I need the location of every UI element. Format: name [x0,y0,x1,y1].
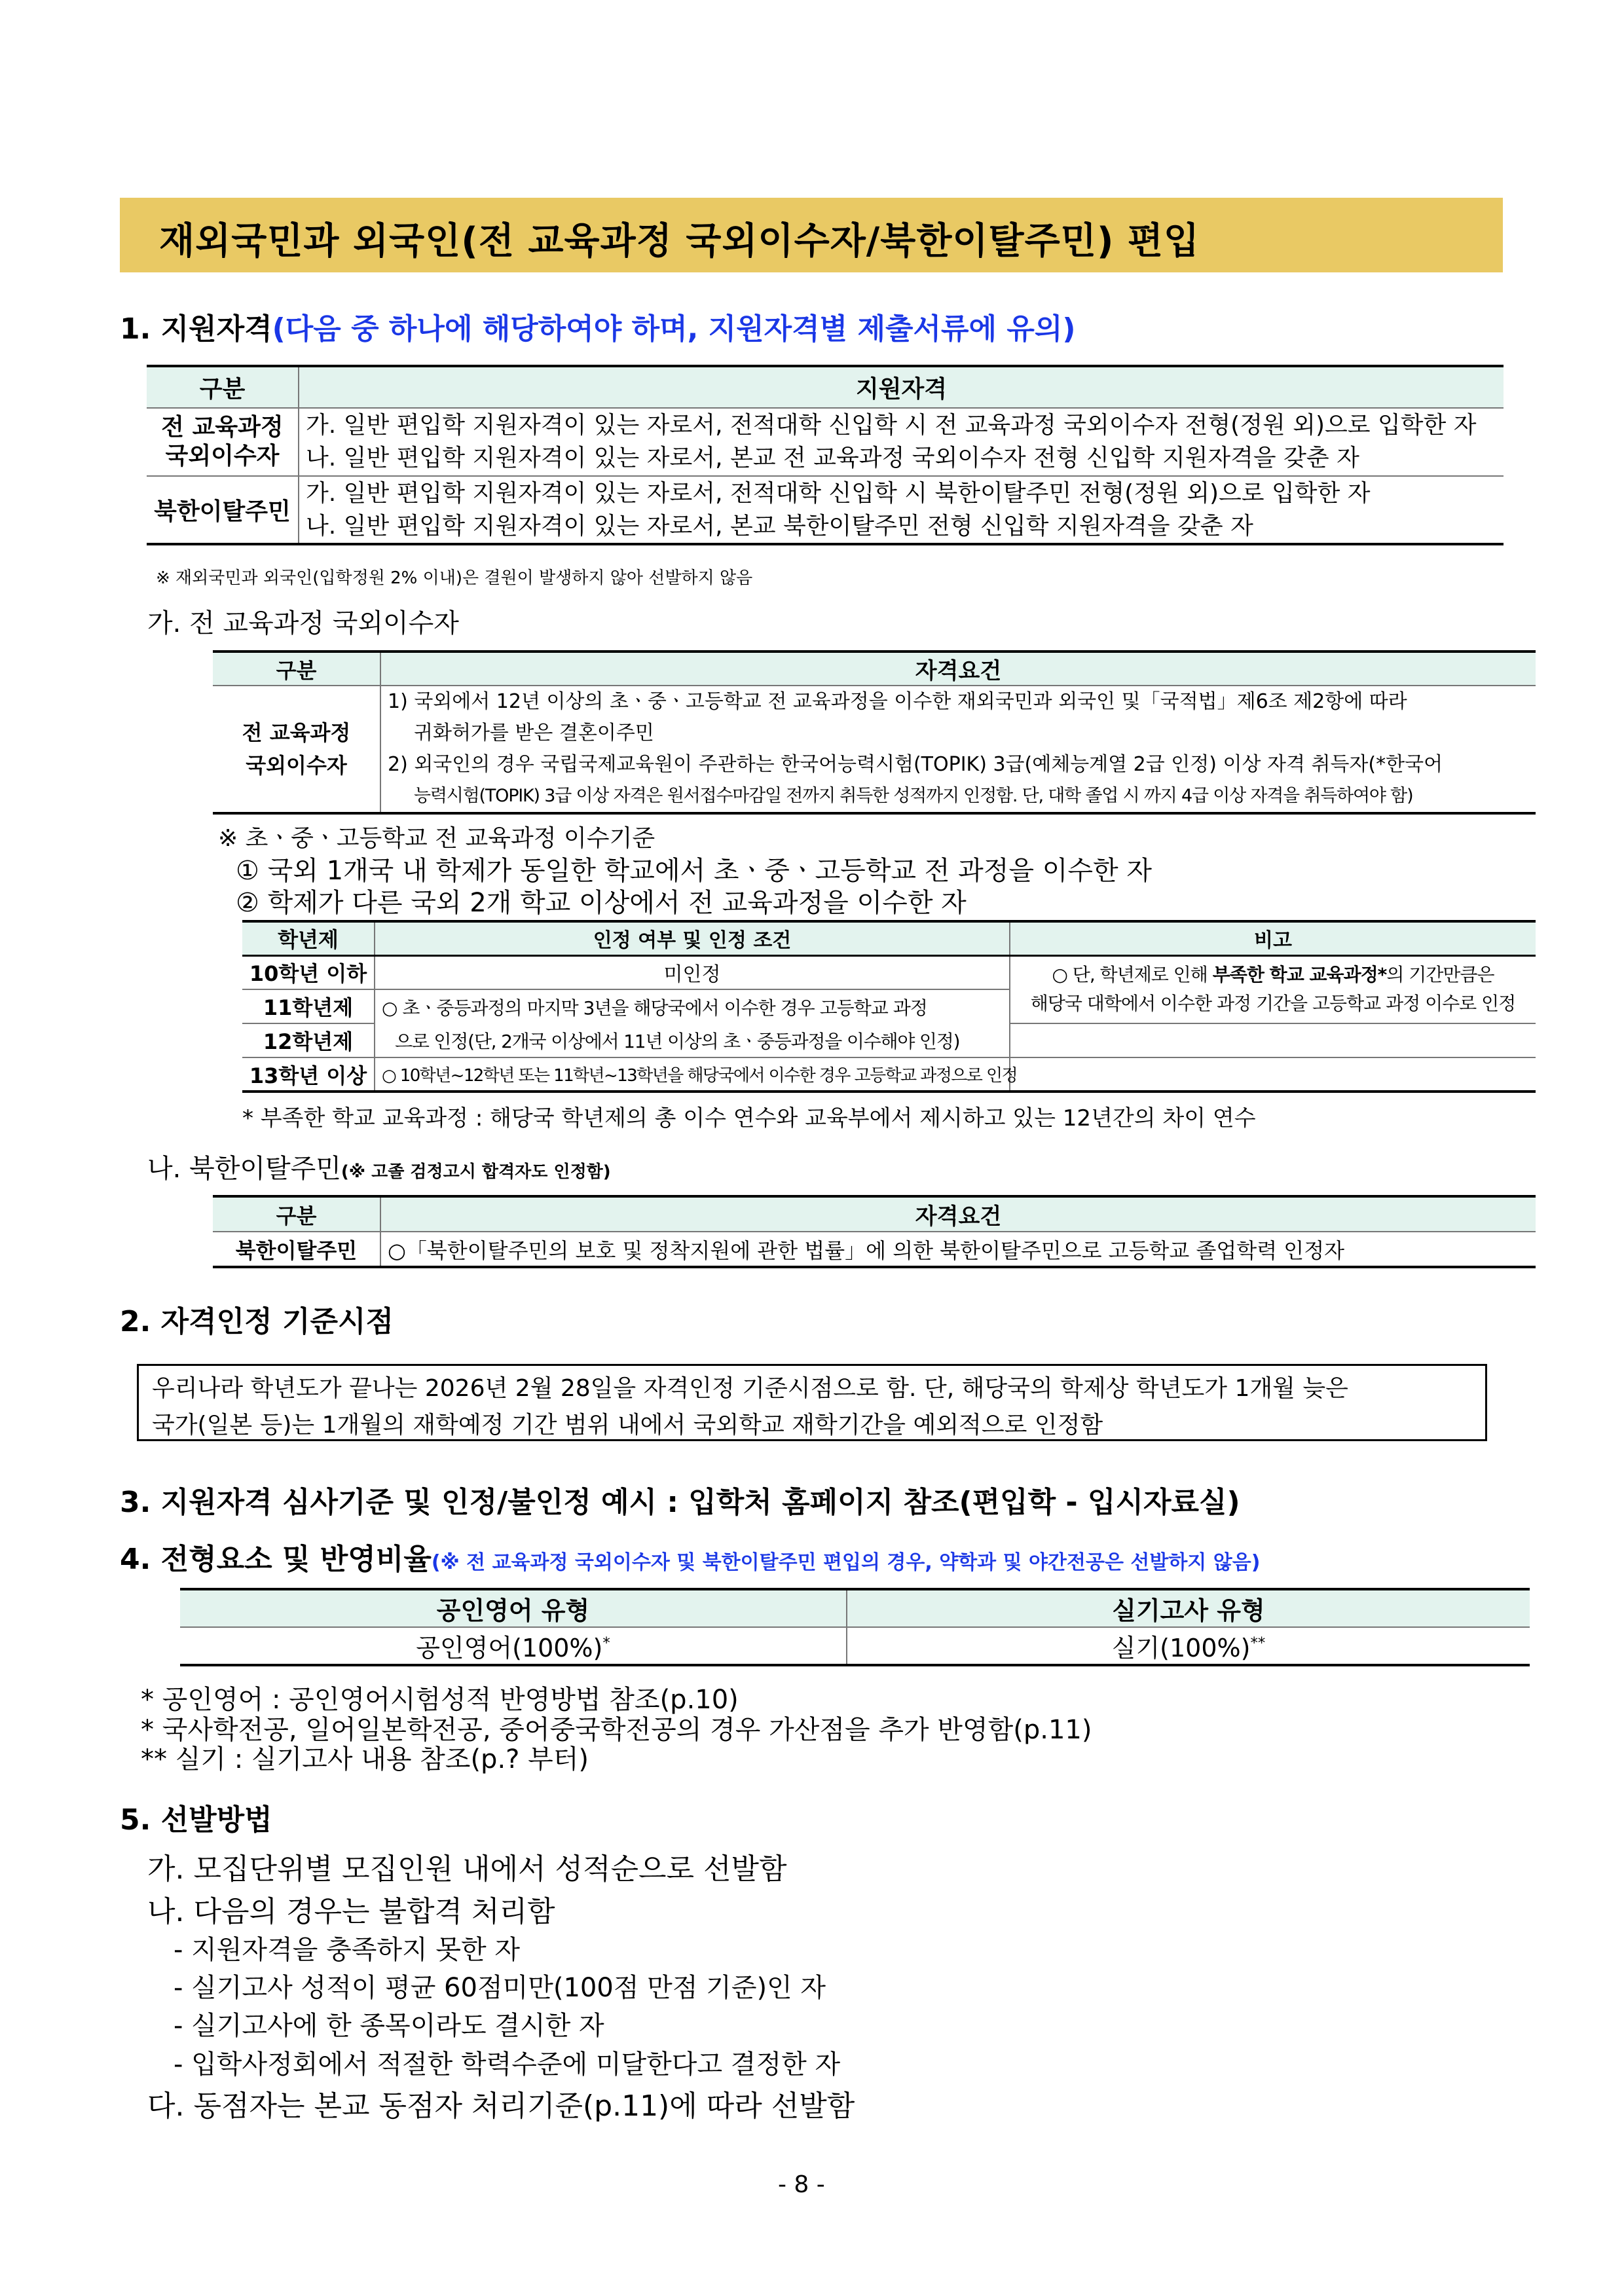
section-4-title: 4. 전형요소 및 반영비율 [120,1543,432,1576]
selection-method-a: 가. 모집단위별 모집인원 내에서 성적순으로 선발함 [147,1852,787,1886]
section-1-title: 1. 지원자격 [120,312,272,346]
condition-header: 인정 여부 및 인정 조건 [375,921,1010,955]
defector-requirements-table [213,1195,1536,1268]
disqualification-item: - 실기고사에 한 종목이라도 결시한 자 [174,2011,604,2041]
grade-footnote: * 부족한 학교 교육과정 : 해당국 학년제의 총 이수 연수와 교육부에서 제시하고 있는 12년간의 차이 연수 [242,1105,1256,1131]
subsection-a-title: 가. 전 교육과정 국외이수자 [147,608,459,638]
criteria-title: ※ 초ㆍ중ㆍ고등학교 전 교육과정 이수기준 [218,825,655,852]
requirements-header-category: 구분 [213,652,380,686]
selection-method-b: 나. 다음의 경우는 불합격 처리함 [147,1895,555,1928]
eligibility-table [147,365,1504,545]
remark-text: 의 기간만큼은 [1386,964,1494,986]
condition-cell: 미인정 [375,955,1010,989]
reference-date-line: 국가(일본 등)는 1개월의 재학예정 기간 범위 내에서 국외학교 재학기간을 예외적으로 인정함 [152,1412,1103,1439]
remark-cell-empty [1010,1023,1536,1057]
english-ratio: 공인영어(100%) [416,1634,603,1662]
remark-emphasis: 부족한 학교 교육과정* [1212,964,1387,986]
english-ratio-cell [180,1627,847,1665]
requirement-line: 2) 외국인의 경우 국립국제교육원이 주관하는 한국어능력시험(TOPIK) 3급(예체능계열 2급 인정) 이상 자격 취득자(*한국어 [388,753,1443,776]
remark-text: 해당국 대학에서 이수한 과정 기간을 고등학교 과정 이수로 인정 [1030,993,1516,1015]
requirement-line: 귀화허가를 받은 결혼이주민 [414,722,654,744]
grade-header: 학년제 [242,921,375,955]
remark-text: ○ 단, 학년제로 인해 [1052,964,1213,986]
subsection-b-note: (※ 고졸 검정고시 합격자도 인정함) [341,1162,611,1182]
eligibility-header-category: 구분 [147,366,299,408]
requirements-category: 전 교육과정 국외이수자 [213,686,380,813]
grade-cell: 13학년 이상 [242,1057,375,1092]
page-number: - 8 - [778,2171,825,2198]
english-ratio-mark: * [602,1634,610,1652]
section-4-heading [120,1535,1260,1577]
remark-header: 비고 [1010,921,1536,955]
disqualification-item: - 실기고사 성적이 평균 60점미만(100점 만점 기준)인 자 [174,1973,826,2003]
disqualification-item: - 지원자격을 충족하지 못한 자 [174,1935,520,1965]
requirement-line: 능력시험(TOPIK) 3급 이상 자격은 원서접수마감일 전까지 취득한 성적까지 인정함. 단, 대학 졸업 시 까지 4급 이상 자격을 취득하여야 함) [414,786,1413,806]
condition-cell: 으로 인정(단, 2개국 이상에서 11년 이상의 초ㆍ중등과정을 이수해야 인정) [375,1023,1010,1057]
defector-category: 북한이탈주민 [213,1232,380,1267]
grade-cell: 11학년제 [242,989,375,1023]
reference-date-line: 우리나라 학년도가 끝나는 2026년 2월 28일을 자격인정 기준시점으로 함. 단, 해당국의 학제상 학년도가 1개월 늦은 [152,1375,1348,1402]
remark-cell [1010,955,1536,1023]
grade-cell: 12학년제 [242,1023,375,1057]
grade-system-table [242,920,1536,1093]
requirement-line: 1) 국외에서 12년 이상의 초ㆍ중ㆍ고등학교 전 교육과정을 이수한 재외국민과 외국인 및「국적법」제6조 제2항에 따라 [388,690,1407,713]
section-banner [120,198,1503,272]
ratio-note: * 공인영어 : 공인영어시험성적 반영방법 참조(p.10) [141,1685,739,1715]
eligibility-item: 나. 일반 편입학 지원자격이 있는 자로서, 본교 북한이탈주민 전형 신입학 지원자격을 갖춘 자 [306,512,1253,540]
section-3-title: 3. 지원자격 심사기준 및 인정/불인정 예시 : 입학처 홈페이지 참조(편입학 - 입시자료실) [120,1486,1240,1519]
eligibility-note: ※ 재외국민과 외국인(입학정원 2% 이내)은 결원이 발생하지 않아 선발하지 않음 [156,568,753,588]
criteria-item: ① 국외 1개국 내 학제가 동일한 학교에서 초ㆍ중ㆍ고등학교 전 과정을 이수한 자 [236,856,1153,886]
practical-ratio: 실기(100%) [1111,1634,1251,1662]
grade-cell: 10학년 이하 [242,955,375,989]
ratio-note: * 국사학전공, 일어일본학전공, 중어중국학전공의 경우 가산점을 추가 반영함(p.11) [141,1715,1092,1745]
eligibility-item: 가. 일반 편입학 지원자격이 있는 자로서, 전적대학 신입학 시 북한이탈주민 전형(정원 외)으로 입학한 자 [306,479,1371,507]
eligibility-row-category: 전 교육과정 국외이수자 [147,408,299,476]
section-4-note: (※ 전 교육과정 국외이수자 및 북한이탈주민 편입의 경우, 약학과 및 야간전공은 선발하지 않음) [431,1551,1261,1574]
eligibility-row-category: 북한이탈주민 [147,476,299,544]
subsection-b-heading [147,1148,611,1185]
condition-cell: ○ 10학년~12학년 또는 11학년~13학년을 해당국에서 이수한 경우 고등학교 과정으로 인정 [375,1057,1010,1092]
defector-requirement: ○「북한이탈주민의 보호 및 정착지원에 관한 법률」에 의한 북한이탈주민으로 고등학교 졸업학력 인정자 [388,1238,1345,1263]
eligibility-item: 가. 일반 편입학 지원자격이 있는 자로서, 전적대학 신입학 시 전 교육과정 국외이수자 전형(정원 외)으로 입학한 자 [306,412,1477,439]
english-type-header: 공인영어 유형 [180,1589,847,1627]
eligibility-header-qualification: 지원자격 [299,366,1504,408]
practical-ratio-cell [847,1627,1530,1665]
defector-header-qualification: 자격요건 [380,1196,1536,1232]
section-1-heading [120,305,1075,347]
ratio-note: ** 실기 : 실기고사 내용 참조(p.? 부터) [141,1744,589,1774]
practical-ratio-mark: ** [1250,1634,1266,1652]
selection-method-c: 다. 동점자는 본교 동점자 처리기준(p.11)에 따라 선발함 [147,2089,855,2123]
section-2-title: 2. 자격인정 기준시점 [120,1305,394,1338]
practical-type-header: 실기고사 유형 [847,1589,1530,1627]
overseas-requirements-table [213,650,1536,815]
eligibility-item: 나. 일반 편입학 지원자격이 있는 자로서, 본교 전 교육과정 국외이수자 전형 신입학 지원자격을 갖춘 자 [306,445,1359,471]
requirements-header-qualification: 자격요건 [380,652,1536,686]
remark-cell-empty [1010,1057,1536,1092]
selection-ratio-table [180,1588,1530,1666]
section-5-title: 5. 선발방법 [120,1803,272,1837]
criteria-item: ② 학제가 다른 국외 2개 학교 이상에서 전 교육과정을 이수한 자 [236,888,967,918]
condition-cell: ○ 초ㆍ중등과정의 마지막 3년을 해당국에서 이수한 경우 고등학교 과정 [375,989,1010,1023]
reference-date-box [137,1364,1487,1441]
section-1-title-note: (다음 중 하나에 해당하여야 하며, 지원자격별 제출서류에 유의) [272,312,1076,346]
banner-title: 재외국민과 외국인(전 교육과정 국외이수자/북한이탈주민) 편입 [159,220,1200,263]
subsection-b-title: 나. 북한이탈주민 [147,1154,341,1184]
defector-header-category: 구분 [213,1196,380,1232]
disqualification-item: - 입학사정회에서 적절한 학력수준에 미달한다고 결정한 자 [174,2049,841,2080]
